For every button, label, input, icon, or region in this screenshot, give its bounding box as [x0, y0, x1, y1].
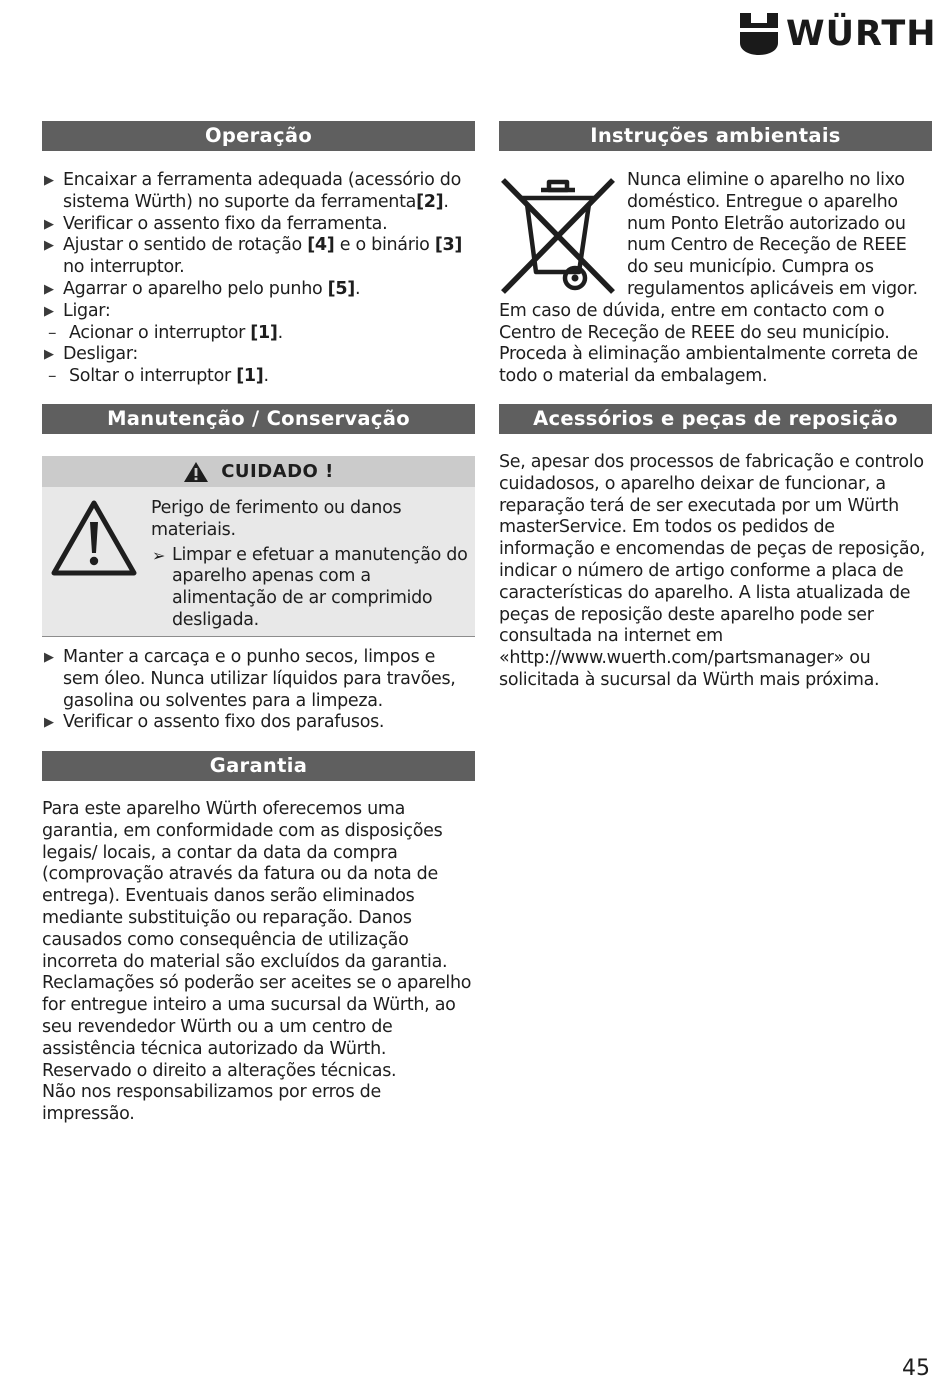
- list-item: – Acionar o interruptor [1].: [48, 322, 283, 343]
- list-item: ▶ Desligar:: [44, 344, 138, 365]
- list-item: ▶ Verificar o assento fixo da ferramenta.: [44, 213, 388, 234]
- triangle-bullet-icon: ▶: [44, 173, 54, 188]
- warning-triangle-icon: [183, 461, 209, 483]
- section-header-operacao: Operação: [42, 121, 475, 151]
- list-item: – Soltar o interruptor [1].: [48, 366, 269, 387]
- dash-bullet-icon: –: [48, 322, 57, 343]
- list-item: ▶ Agarrar o aparelho pelo punho [5].: [44, 278, 361, 299]
- list-item: ▶ Ligar:: [44, 300, 111, 321]
- triangle-bullet-icon: ▶: [44, 303, 54, 319]
- ambientais-text: Nunca elimine o aparelho no lixo doméstico. Entregue o aparelho num Ponto Eletrão autorizado ou num Centro de Receção de REEE do seu município. Cumpra os regulamentos aplicáveis em vigor. Em caso de dúvida, entre em contacto com o Centro de Receção de REEE do seu município. Proceda à eliminação ambientalmente correta de todo o material da embalagem.: [499, 170, 918, 387]
- list-item: ▶ Manter a carcaça e o punho secos, limpos e sem óleo. Nunca utilizar líquidos para travões, gasolina ou solventes para a limpeza.: [44, 647, 456, 711]
- wurth-logo-icon: [740, 13, 778, 55]
- caution-body: [151, 498, 469, 632]
- section-header-manutencao: Manutenção / Conservação: [42, 404, 475, 434]
- wurth-logo: [740, 12, 937, 56]
- warning-sign-icon: [50, 498, 138, 578]
- crossed-bin-icon: [499, 174, 617, 296]
- caution-text: Perigo de ferimento ou danos materiais.: [151, 498, 402, 540]
- triangle-bullet-icon: ▶: [44, 281, 54, 297]
- section-header-ambientais: Instruções ambientais: [499, 121, 932, 151]
- garantia-body: [42, 799, 475, 1126]
- brand-name: WÜRTH: [786, 13, 937, 54]
- acessorios-body: [499, 452, 932, 692]
- list-item: ▶ Encaixar a ferramenta adequada (acessório do sistema Würth) no suporte da ferramenta[2].: [44, 170, 462, 212]
- arrow-bullet-icon: ➢: [152, 545, 166, 565]
- operacao-list: [42, 170, 475, 388]
- acessorios-text: Se, apesar dos processos de fabricação e controlo cuidadosos, o aparelho deixar de funcionar, a reparação terá de ser executada por um Würth masterService. Em todos os pedidos de informação e encomendas de peças de reposição, indicar o número de artigo conforme a placa de características do aparelho. A lista atualizada de peças de reposição deste aparelho pode ser consultada na internet em «http://www.wuerth.com/partsmanager» ou solicitada à sucursal da Würth mais próxima.: [499, 452, 925, 690]
- caution-box: [42, 456, 475, 637]
- caution-instruction: ➢ Limpar e efetuar a manutenção do aparelho apenas com a alimentação de ar comprimido desligada.: [152, 544, 468, 630]
- section-header-garantia: Garantia: [42, 751, 475, 781]
- garantia-text: Para este aparelho Würth oferecemos uma garantia, em conformidade com as disposições legais/ locais, a contar da data da compra (comprovação através da fatura ou da nota de entrega). Eventuais danos serão eliminados mediante substituição ou reparação. Danos causados como consequência de utilização incorreta do material são excluídos da garantia. Reclamações só poderão ser aceites se o aparelho for entregue inteiro a uma sucursal da Würth, ao seu revendedor Würth ou a um centro de assistência técnica autorizado da Würth. Reservado o direito a alterações técnicas.: [42, 799, 472, 1081]
- triangle-bullet-icon: ▶: [44, 715, 54, 731]
- list-item: ▶ Verificar o assento fixo dos parafusos.: [44, 712, 385, 733]
- caution-label: CUIDADO !: [221, 461, 334, 482]
- list-item: ▶ Ajustar o sentido de rotação [4] e o binário [3] no interruptor.: [44, 235, 463, 278]
- triangle-bullet-icon: ▶: [44, 650, 54, 665]
- manutencao-list: [42, 647, 475, 734]
- triangle-bullet-icon: ▶: [44, 347, 54, 363]
- triangle-bullet-icon: ▶: [44, 238, 54, 254]
- page-number: 45: [902, 1356, 930, 1381]
- section-header-acessorios: Acessórios e peças de reposição: [499, 404, 932, 434]
- ambientais-body: [499, 170, 932, 388]
- garantia-disclaimer: Não nos responsabilizamos por erros de impressão.: [42, 1082, 381, 1125]
- caution-header: [42, 456, 475, 487]
- dash-bullet-icon: –: [48, 366, 57, 387]
- triangle-bullet-icon: ▶: [44, 216, 54, 232]
